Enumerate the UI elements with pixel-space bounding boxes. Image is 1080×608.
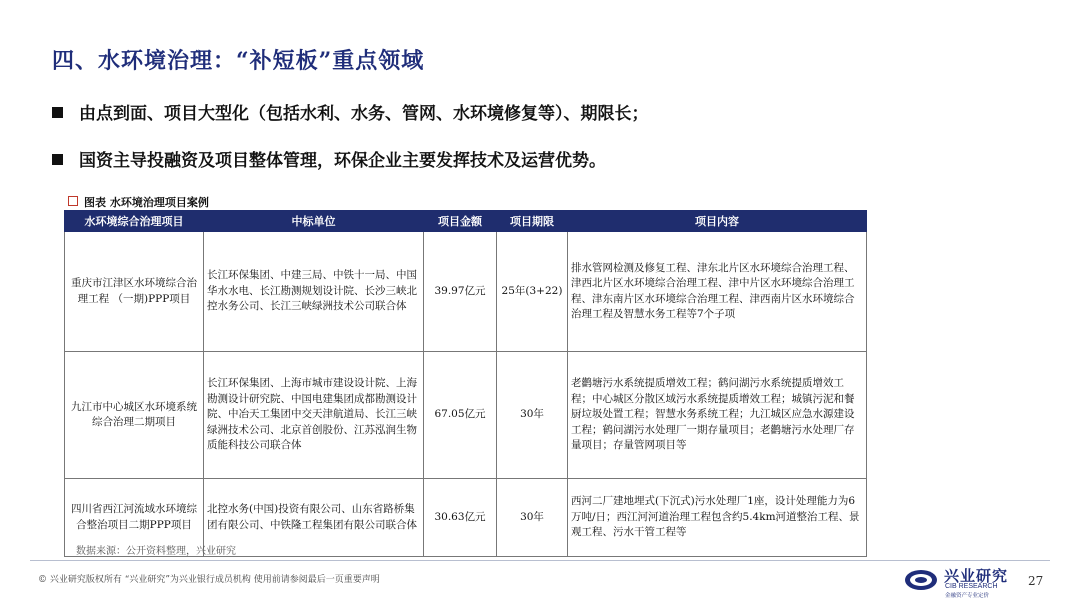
company-logo [904,563,1014,599]
footer-disclaimer: © 兴业研究版权所有 “兴业研究”为兴业银行成员机构 使用前请参阅最后一页重要声明 [38,575,380,585]
cell-amount: 39.97亿元 [424,232,497,352]
cell-amount: 67.05亿元 [424,352,497,479]
bullet-square-icon [52,154,63,165]
page-number: 27 [1028,574,1044,588]
checkbox-square-icon [68,196,78,206]
footer-divider [30,560,1050,561]
cell-term: 25年(3+22) [497,232,568,352]
page-title: 四、水环境治理：“补短板”重点领域 [52,48,425,74]
header-project: 水环境综合治理项目 [65,211,204,232]
cell-term: 30年 [497,352,568,479]
bullet-1-text: 由点到面、项目大型化（包括水利、水务、管网、水环境修复等）、期限长； [79,104,649,124]
header-bidder: 中标单位 [204,211,424,232]
figure-label [68,194,209,210]
cell-project: 重庆市江津区水环境综合治理工程 （一期)PPP项目 [65,232,204,352]
cell-bidder: 长江环保集团、上海市城市建设设计院、上海勘测设计研究院、中国电建集团成都勘测设计院、中冶天工集团中交天津航道局、长江三峡绿洲技术公司、北京首创股份、江苏泓润生物质能科技公司联合体 [204,352,424,479]
bullet-2 [52,146,606,171]
cib-logo-icon [904,569,938,591]
logo-tagline: 金融资产专业定价 [945,593,990,599]
cell-content: 老鹳塘污水系统提质增效工程；鹤问湖污水系统提质增效工程；中心城区分散区域污水系统提质增效工程；城镇污泥和餐厨垃圾处置工程；智慧水务系统工程；九江城区应急水源建设工程；鹤问湖污水处理厂一期存量项目；老鹳塘污水处理厂存量项目；存量管网项目等 [568,352,867,479]
bullet-square-icon [52,107,63,118]
data-source-note: 数据来源：公开资料整理，兴业研究 [76,546,236,557]
cell-term: 30年 [497,479,568,557]
logo-english-name: CIB RESEARCH [945,583,998,590]
logo-chinese-name: 兴业研究 [944,567,1009,585]
cell-amount: 30.63亿元 [424,479,497,557]
cell-content: 西河二厂建地埋式(下沉式)污水处理厂1座，设计处理能力为6万吨/日；西江河河道治理工程包含约5.4km河道整治工程、景观工程、污水干管工程等 [568,479,867,557]
header-content: 项目内容 [568,211,867,232]
header-amount: 项目金额 [424,211,497,232]
table-header-row [65,211,867,232]
cell-bidder: 长江环保集团、中建三局、中铁十一局、中国华水水电、长江勘测规划设计院、长沙三峡北控水务公司、长江三峡绿洲技术公司联合体 [204,232,424,352]
cell-content: 排水管网检测及修复工程、津东北片区水环境综合治理工程、津西北片区水环境综合治理工程、津中片区水环境综合治理工程、津东南片区水环境综合治理工程、津西南片区水环境综合治理工程及智慧水务工程等7个子项 [568,232,867,352]
cell-project: 九江市中心城区水环境系统综合治理二期项目 [65,352,204,479]
table-row [65,352,867,479]
bullet-2-text: 国资主导投融资及项目整体管理，环保企业主要发挥技术及运营优势。 [79,151,606,171]
header-term: 项目期限 [497,211,568,232]
cell-project: 四川省西江河流域水环境综合整治项目二期PPP项目 [65,479,204,557]
cell-bidder: 北控水务(中国)投资有限公司、山东省路桥集团有限公司、中铁隆工程集团有限公司联合体 [204,479,424,557]
projects-table [64,210,867,557]
table-row [65,232,867,352]
figure-label-text: 图表 水环境治理项目案例 [84,196,209,209]
bullet-1 [52,99,649,124]
